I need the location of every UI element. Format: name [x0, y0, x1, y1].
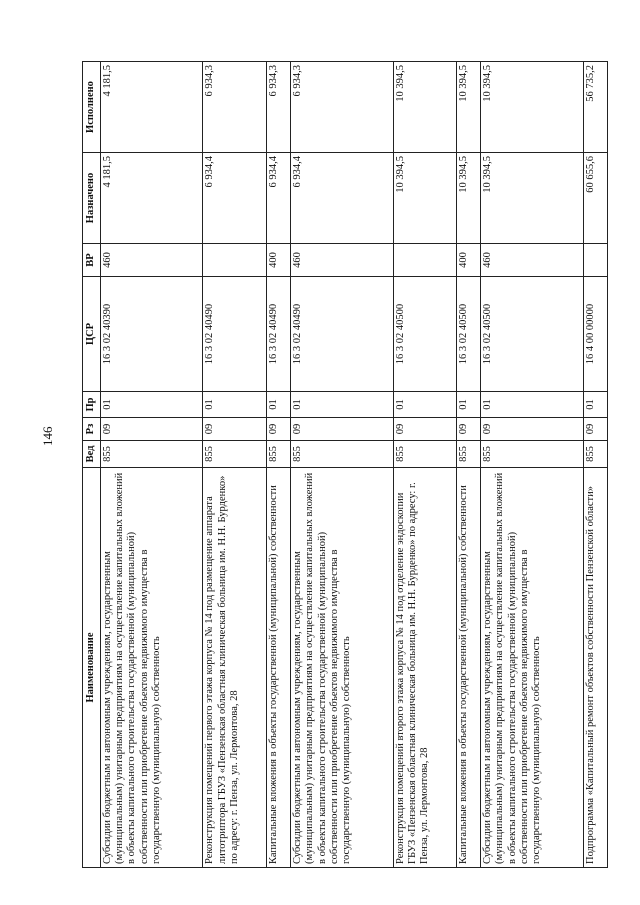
cell-name: Реконструкция помещений второго этажа корпуса № 14 под отделение эндоскопии ГБУЗ «Пензенская областная клиническая больница им. Н.Н. Бурденко» по адресу: г. Пенза, ул. Лермонтова, 28	[393, 468, 456, 868]
cell-vr: 400	[456, 244, 480, 277]
cell-pr: 01	[101, 392, 203, 418]
cell-vr: 460	[481, 244, 583, 277]
cell-executed: 10 394,5	[393, 62, 456, 153]
cell-name: Подпрограмма «Капитальный ремонт объектов собственности Пензенской области»	[583, 468, 607, 868]
cell-vr: 460	[291, 244, 393, 277]
header-ved: Вед	[83, 441, 101, 468]
cell-pr: 01	[583, 392, 607, 418]
cell-rz: 09	[456, 418, 480, 441]
cell-executed: 10 394,5	[456, 62, 480, 153]
header-name: Наименование	[83, 468, 101, 868]
cell-csr: 16 3 02 40500	[456, 277, 480, 392]
cell-assigned: 10 394,5	[393, 153, 456, 244]
budget-table	[82, 61, 608, 868]
table-row	[481, 62, 583, 868]
cell-executed: 10 394,5	[481, 62, 583, 153]
cell-vr: 400	[266, 244, 290, 277]
cell-ved: 855	[456, 441, 480, 468]
cell-name: Капитальные вложения в объекты государственной (муниципальной) собственности	[456, 468, 480, 868]
cell-name: Субсидии бюджетным и автономным учреждениям, государственным (муниципальным) унитарным предприятиям на осуществление капитальных вложений в объекты капитального строительства государственной (муниципальной) собственности или приобретение объектов недвижимого имущества в государственную (муниципальную) собственность	[481, 468, 583, 868]
cell-executed: 4 181,5	[101, 62, 203, 153]
cell-ved: 855	[583, 441, 607, 468]
cell-rz: 09	[393, 418, 456, 441]
cell-assigned: 6 934,4	[203, 153, 266, 244]
table-row	[393, 62, 456, 868]
cell-executed: 6 934,3	[291, 62, 393, 153]
cell-assigned: 10 394,5	[456, 153, 480, 244]
cell-name: Капитальные вложения в объекты государственной (муниципальной) собственности	[266, 468, 290, 868]
table-body	[101, 62, 608, 868]
cell-vr	[203, 244, 266, 277]
cell-assigned: 6 934,4	[266, 153, 290, 244]
cell-name: Реконструкция помещений первого этажа корпуса № 14 под размещение аппарата литотриптора ГБУЗ «Пензенская областная клиническая больница им. Н.Н. Бурденко» по адресу: г. Пенза, ул. Лермонтова, 28	[203, 468, 266, 868]
cell-assigned: 4 181,5	[101, 153, 203, 244]
cell-csr: 16 3 02 40500	[481, 277, 583, 392]
cell-vr	[583, 244, 607, 277]
table-row	[266, 62, 290, 868]
cell-vr	[393, 244, 456, 277]
header-rz: Рз	[83, 418, 101, 441]
cell-executed: 56 735,2	[583, 62, 607, 153]
cell-assigned: 6 934,4	[291, 153, 393, 244]
cell-rz: 09	[583, 418, 607, 441]
header-assigned: Назначено	[83, 153, 101, 244]
cell-ved: 855	[266, 441, 290, 468]
cell-csr: 16 3 02 40390	[101, 277, 203, 392]
cell-vr: 460	[101, 244, 203, 277]
cell-assigned: 10 394,5	[481, 153, 583, 244]
cell-ved: 855	[203, 441, 266, 468]
cell-pr: 01	[456, 392, 480, 418]
cell-ved: 855	[101, 441, 203, 468]
cell-rz: 09	[291, 418, 393, 441]
table-row	[101, 62, 203, 868]
rotated-table-wrapper	[82, 62, 608, 868]
cell-ved: 855	[393, 441, 456, 468]
table-row	[203, 62, 266, 868]
cell-csr: 16 3 02 40490	[291, 277, 393, 392]
page-number: 146	[40, 426, 55, 446]
cell-name: Субсидии бюджетным и автономным учреждениям, государственным (муниципальным) унитарным предприятиям на осуществление капитальных вложений в объекты капитального строительства государственной (муниципальной) собственности или приобретение объектов недвижимого имущества в государственную (муниципальную) собственность	[101, 468, 203, 868]
header-pr: Пр	[83, 392, 101, 418]
cell-csr: 16 3 02 40490	[203, 277, 266, 392]
header-executed: Исполнено	[83, 62, 101, 153]
cell-pr: 01	[266, 392, 290, 418]
cell-executed: 6 934,3	[266, 62, 290, 153]
cell-ved: 855	[291, 441, 393, 468]
cell-assigned: 60 655,6	[583, 153, 607, 244]
header-row	[83, 62, 101, 868]
table-row	[583, 62, 607, 868]
table-header	[83, 62, 101, 868]
table-row	[291, 62, 393, 868]
cell-csr: 16 3 02 40490	[266, 277, 290, 392]
header-csr: ЦСР	[83, 277, 101, 392]
cell-ved: 855	[481, 441, 583, 468]
cell-csr: 16 4 00 00000	[583, 277, 607, 392]
cell-pr: 01	[393, 392, 456, 418]
header-vr: ВР	[83, 244, 101, 277]
cell-pr: 01	[203, 392, 266, 418]
cell-rz: 09	[101, 418, 203, 441]
table-row	[456, 62, 480, 868]
cell-pr: 01	[481, 392, 583, 418]
cell-rz: 09	[481, 418, 583, 441]
cell-executed: 6 934,3	[203, 62, 266, 153]
cell-csr: 16 3 02 40500	[393, 277, 456, 392]
cell-name: Субсидии бюджетным и автономным учреждениям, государственным (муниципальным) унитарным предприятиям на осуществление капитальных вложений в объекты капитального строительства государственной (муниципальной) собственности или приобретение объектов недвижимого имущества в государственную (муниципальную) собственность	[291, 468, 393, 868]
cell-pr: 01	[291, 392, 393, 418]
cell-rz: 09	[203, 418, 266, 441]
cell-rz: 09	[266, 418, 290, 441]
